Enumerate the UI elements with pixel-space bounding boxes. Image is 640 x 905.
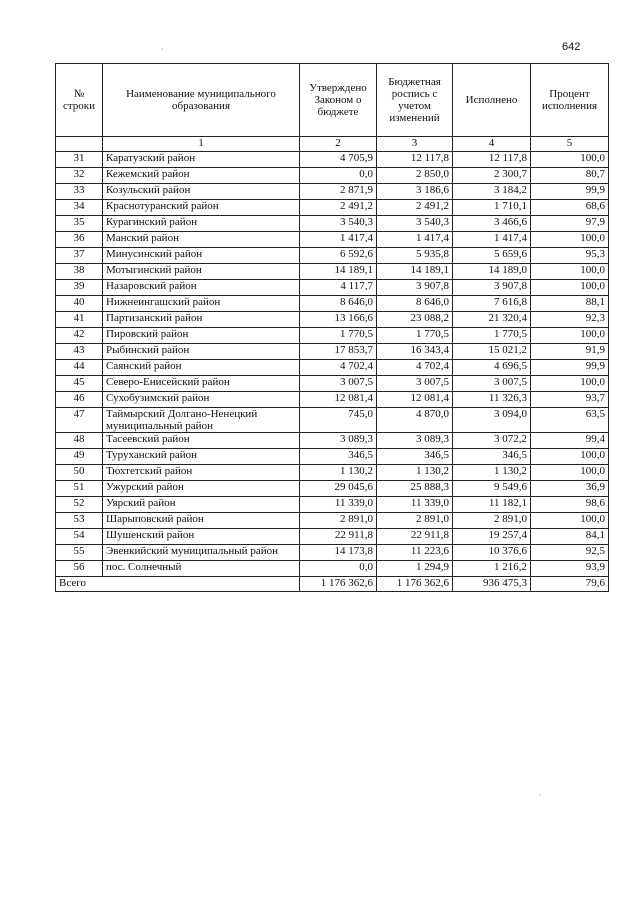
schedule-amount: 23 088,2 bbox=[377, 312, 453, 328]
row-number: 48 bbox=[56, 433, 103, 449]
execution-percent: 99,4 bbox=[531, 433, 609, 449]
execution-percent: 68,6 bbox=[531, 200, 609, 216]
schedule-amount: 8 646,0 bbox=[377, 296, 453, 312]
municipality-name: пос. Солнечный bbox=[103, 561, 300, 577]
row-number: 33 bbox=[56, 184, 103, 200]
approved-amount: 13 166,6 bbox=[300, 312, 377, 328]
row-number: 40 bbox=[56, 296, 103, 312]
schedule-amount: 11 223,6 bbox=[377, 545, 453, 561]
municipality-name: Тасеевский район bbox=[103, 433, 300, 449]
executed-amount: 2 300,7 bbox=[453, 168, 531, 184]
row-number: 34 bbox=[56, 200, 103, 216]
executed-amount: 12 117,8 bbox=[453, 152, 531, 168]
municipality-name: Курагинский район bbox=[103, 216, 300, 232]
table-row bbox=[56, 216, 609, 232]
column-number: 3 bbox=[377, 137, 453, 152]
schedule-amount: 12 081,4 bbox=[377, 392, 453, 408]
total-label: Всего bbox=[56, 577, 300, 592]
execution-percent: 98,6 bbox=[531, 497, 609, 513]
table-row bbox=[56, 264, 609, 280]
municipality-name: Тюхтетский район bbox=[103, 465, 300, 481]
schedule-amount: 3 007,5 bbox=[377, 376, 453, 392]
row-number: 43 bbox=[56, 344, 103, 360]
row-number: 46 bbox=[56, 392, 103, 408]
approved-amount: 745,0 bbox=[300, 408, 377, 433]
approved-amount: 22 911,8 bbox=[300, 529, 377, 545]
row-number: 31 bbox=[56, 152, 103, 168]
executed-amount: 2 891,0 bbox=[453, 513, 531, 529]
municipality-name: Кежемский район bbox=[103, 168, 300, 184]
row-number: 54 bbox=[56, 529, 103, 545]
executed-amount: 5 659,6 bbox=[453, 248, 531, 264]
row-number: 45 bbox=[56, 376, 103, 392]
column-number-blank bbox=[56, 137, 103, 152]
approved-amount: 0,0 bbox=[300, 168, 377, 184]
table-row bbox=[56, 529, 609, 545]
approved-amount: 12 081,4 bbox=[300, 392, 377, 408]
municipality-name: Эвенкийский муниципальный район bbox=[103, 545, 300, 561]
table-row bbox=[56, 376, 609, 392]
row-number: 37 bbox=[56, 248, 103, 264]
schedule-amount: 4 870,0 bbox=[377, 408, 453, 433]
schedule-amount: 1 770,5 bbox=[377, 328, 453, 344]
execution-percent: 80,7 bbox=[531, 168, 609, 184]
row-number: 55 bbox=[56, 545, 103, 561]
header-budget-schedule: Бюджетная роспись с учетом изменений bbox=[377, 64, 453, 137]
execution-percent: 92,5 bbox=[531, 545, 609, 561]
executed-amount: 7 616,8 bbox=[453, 296, 531, 312]
approved-amount: 17 853,7 bbox=[300, 344, 377, 360]
row-number: 56 bbox=[56, 561, 103, 577]
execution-percent: 100,0 bbox=[531, 513, 609, 529]
approved-amount: 4 702,4 bbox=[300, 360, 377, 376]
table-row bbox=[56, 328, 609, 344]
executed-amount: 3 466,6 bbox=[453, 216, 531, 232]
executed-amount: 1 770,5 bbox=[453, 328, 531, 344]
table-row bbox=[56, 481, 609, 497]
schedule-amount: 3 907,8 bbox=[377, 280, 453, 296]
schedule-amount: 2 850,0 bbox=[377, 168, 453, 184]
approved-amount: 3 089,3 bbox=[300, 433, 377, 449]
execution-percent: 92,3 bbox=[531, 312, 609, 328]
column-number-row bbox=[56, 137, 609, 152]
executed-amount: 3 184,2 bbox=[453, 184, 531, 200]
approved-amount: 2 871,9 bbox=[300, 184, 377, 200]
table-row bbox=[56, 433, 609, 449]
municipality-name: Манский район bbox=[103, 232, 300, 248]
executed-amount: 3 007,5 bbox=[453, 376, 531, 392]
approved-amount: 1 770,5 bbox=[300, 328, 377, 344]
total-approved: 1 176 362,6 bbox=[300, 577, 377, 592]
municipality-name: Туруханский район bbox=[103, 449, 300, 465]
municipality-name: Козульский район bbox=[103, 184, 300, 200]
executed-amount: 15 021,2 bbox=[453, 344, 531, 360]
execution-percent: 88,1 bbox=[531, 296, 609, 312]
column-number: 2 bbox=[300, 137, 377, 152]
municipality-name: Партизанский район bbox=[103, 312, 300, 328]
table-header-row bbox=[56, 64, 609, 137]
row-number: 38 bbox=[56, 264, 103, 280]
schedule-amount: 3 089,3 bbox=[377, 433, 453, 449]
municipality-name: Мотыгинский район bbox=[103, 264, 300, 280]
row-number: 50 bbox=[56, 465, 103, 481]
execution-percent: 99,9 bbox=[531, 360, 609, 376]
municipality-name: Шушенский район bbox=[103, 529, 300, 545]
table-row bbox=[56, 344, 609, 360]
row-number: 35 bbox=[56, 216, 103, 232]
executed-amount: 10 376,6 bbox=[453, 545, 531, 561]
table-row bbox=[56, 513, 609, 529]
execution-percent: 95,3 bbox=[531, 248, 609, 264]
header-executed: Исполнено bbox=[453, 64, 531, 137]
execution-percent: 100,0 bbox=[531, 280, 609, 296]
executed-amount: 1 417,4 bbox=[453, 232, 531, 248]
executed-amount: 9 549,6 bbox=[453, 481, 531, 497]
schedule-amount: 2 491,2 bbox=[377, 200, 453, 216]
executed-amount: 11 182,1 bbox=[453, 497, 531, 513]
execution-percent: 93,9 bbox=[531, 561, 609, 577]
column-number: 4 bbox=[453, 137, 531, 152]
executed-amount: 3 072,2 bbox=[453, 433, 531, 449]
approved-amount: 6 592,6 bbox=[300, 248, 377, 264]
execution-percent: 36,9 bbox=[531, 481, 609, 497]
table-row bbox=[56, 312, 609, 328]
approved-amount: 29 045,6 bbox=[300, 481, 377, 497]
schedule-amount: 3 540,3 bbox=[377, 216, 453, 232]
execution-percent: 97,9 bbox=[531, 216, 609, 232]
table-row bbox=[56, 465, 609, 481]
table-row bbox=[56, 561, 609, 577]
execution-percent: 93,7 bbox=[531, 392, 609, 408]
schedule-amount: 1 417,4 bbox=[377, 232, 453, 248]
row-number: 39 bbox=[56, 280, 103, 296]
table-row bbox=[56, 360, 609, 376]
municipality-name: Краснотуранский район bbox=[103, 200, 300, 216]
approved-amount: 2 891,0 bbox=[300, 513, 377, 529]
row-number: 51 bbox=[56, 481, 103, 497]
executed-amount: 3 907,8 bbox=[453, 280, 531, 296]
municipality-name: Пировский район bbox=[103, 328, 300, 344]
table-row bbox=[56, 392, 609, 408]
municipality-name: Назаровский район bbox=[103, 280, 300, 296]
municipality-name: Таймырский Долгано-Ненецкий муниципальный район bbox=[103, 408, 300, 433]
approved-amount: 14 173,8 bbox=[300, 545, 377, 561]
total-executed: 936 475,3 bbox=[453, 577, 531, 592]
schedule-amount: 11 339,0 bbox=[377, 497, 453, 513]
approved-amount: 4 117,7 bbox=[300, 280, 377, 296]
schedule-amount: 16 343,4 bbox=[377, 344, 453, 360]
executed-amount: 14 189,0 bbox=[453, 264, 531, 280]
schedule-amount: 25 888,3 bbox=[377, 481, 453, 497]
executed-amount: 3 094,0 bbox=[453, 408, 531, 433]
municipality-name: Нижнеингашский район bbox=[103, 296, 300, 312]
table-row bbox=[56, 184, 609, 200]
execution-percent: 100,0 bbox=[531, 376, 609, 392]
schedule-amount: 12 117,8 bbox=[377, 152, 453, 168]
executed-amount: 4 696,5 bbox=[453, 360, 531, 376]
approved-amount: 3 540,3 bbox=[300, 216, 377, 232]
executed-amount: 11 326,3 bbox=[453, 392, 531, 408]
municipality-name: Уярский район bbox=[103, 497, 300, 513]
table-row bbox=[56, 296, 609, 312]
row-number: 53 bbox=[56, 513, 103, 529]
row-number: 42 bbox=[56, 328, 103, 344]
schedule-amount: 4 702,4 bbox=[377, 360, 453, 376]
table-row bbox=[56, 408, 609, 433]
schedule-amount: 22 911,8 bbox=[377, 529, 453, 545]
table-row bbox=[56, 232, 609, 248]
execution-percent: 100,0 bbox=[531, 449, 609, 465]
execution-percent: 91,9 bbox=[531, 344, 609, 360]
executed-amount: 346,5 bbox=[453, 449, 531, 465]
executed-amount: 1 216,2 bbox=[453, 561, 531, 577]
municipality-name: Ужурский район bbox=[103, 481, 300, 497]
execution-percent: 99,9 bbox=[531, 184, 609, 200]
table-row bbox=[56, 168, 609, 184]
total-row bbox=[56, 577, 609, 592]
municipality-name: Каратузский район bbox=[103, 152, 300, 168]
schedule-amount: 1 130,2 bbox=[377, 465, 453, 481]
table-row bbox=[56, 449, 609, 465]
approved-amount: 8 646,0 bbox=[300, 296, 377, 312]
row-number: 41 bbox=[56, 312, 103, 328]
execution-percent: 100,0 bbox=[531, 152, 609, 168]
approved-amount: 1 417,4 bbox=[300, 232, 377, 248]
approved-amount: 4 705,9 bbox=[300, 152, 377, 168]
executed-amount: 21 320,4 bbox=[453, 312, 531, 328]
table-row bbox=[56, 280, 609, 296]
row-number: 36 bbox=[56, 232, 103, 248]
municipality-name: Минусинский район bbox=[103, 248, 300, 264]
row-number: 52 bbox=[56, 497, 103, 513]
municipality-name: Северо-Енисейский район bbox=[103, 376, 300, 392]
total-percent: 79,6 bbox=[531, 577, 609, 592]
executed-amount: 19 257,4 bbox=[453, 529, 531, 545]
schedule-amount: 14 189,1 bbox=[377, 264, 453, 280]
schedule-amount: 1 294,9 bbox=[377, 561, 453, 577]
total-schedule: 1 176 362,6 bbox=[377, 577, 453, 592]
row-number: 47 bbox=[56, 408, 103, 433]
table-row bbox=[56, 545, 609, 561]
execution-percent: 63,5 bbox=[531, 408, 609, 433]
table-row bbox=[56, 248, 609, 264]
approved-amount: 0,0 bbox=[300, 561, 377, 577]
municipality-name: Рыбинский район bbox=[103, 344, 300, 360]
scan-speck: · bbox=[161, 44, 164, 54]
schedule-amount: 2 891,0 bbox=[377, 513, 453, 529]
scan-speck: · bbox=[538, 790, 541, 800]
column-number: 5 bbox=[531, 137, 609, 152]
row-number: 49 bbox=[56, 449, 103, 465]
approved-amount: 11 339,0 bbox=[300, 497, 377, 513]
executed-amount: 1 710,1 bbox=[453, 200, 531, 216]
row-number: 32 bbox=[56, 168, 103, 184]
municipality-name: Сухобузимский район bbox=[103, 392, 300, 408]
budget-execution-table bbox=[55, 63, 609, 592]
table-row bbox=[56, 497, 609, 513]
schedule-amount: 346,5 bbox=[377, 449, 453, 465]
execution-percent: 100,0 bbox=[531, 465, 609, 481]
execution-percent: 84,1 bbox=[531, 529, 609, 545]
execution-percent: 100,0 bbox=[531, 264, 609, 280]
execution-percent: 100,0 bbox=[531, 232, 609, 248]
schedule-amount: 5 935,8 bbox=[377, 248, 453, 264]
table-body bbox=[56, 152, 609, 577]
approved-amount: 346,5 bbox=[300, 449, 377, 465]
table-row bbox=[56, 200, 609, 216]
approved-amount: 2 491,2 bbox=[300, 200, 377, 216]
header-execution-percent: Процент исполнения bbox=[531, 64, 609, 137]
municipality-name: Шарыповский район bbox=[103, 513, 300, 529]
table-row bbox=[56, 152, 609, 168]
header-approved-by-law: Утверждено Законом о бюджете bbox=[300, 64, 377, 137]
municipality-name: Саянский район bbox=[103, 360, 300, 376]
approved-amount: 14 189,1 bbox=[300, 264, 377, 280]
page-number: 642 bbox=[562, 41, 581, 53]
execution-percent: 100,0 bbox=[531, 328, 609, 344]
row-number: 44 bbox=[56, 360, 103, 376]
executed-amount: 1 130,2 bbox=[453, 465, 531, 481]
header-municipality-name: Наименование муниципального образования bbox=[103, 64, 300, 137]
schedule-amount: 3 186,6 bbox=[377, 184, 453, 200]
approved-amount: 1 130,2 bbox=[300, 465, 377, 481]
approved-amount: 3 007,5 bbox=[300, 376, 377, 392]
column-number: 1 bbox=[103, 137, 300, 152]
header-row-number: № строки bbox=[56, 64, 103, 137]
